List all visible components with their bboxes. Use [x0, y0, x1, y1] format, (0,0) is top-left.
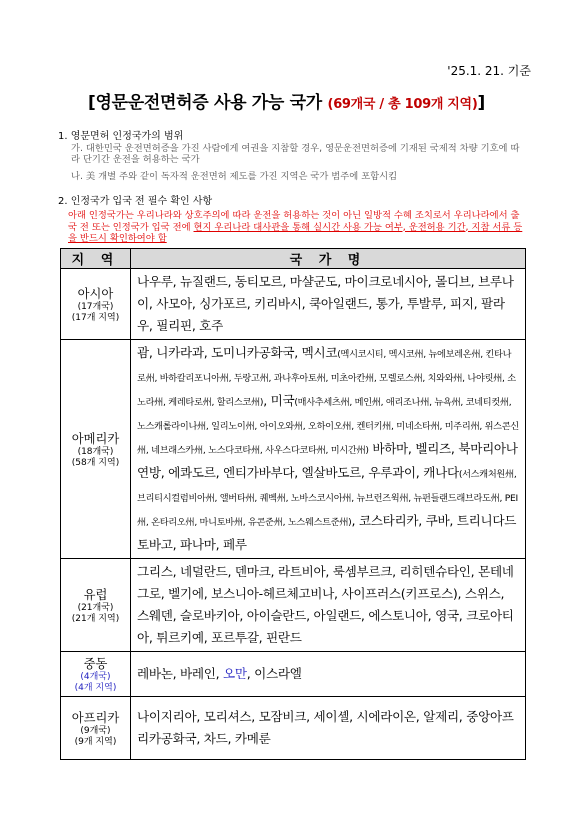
region-europe: 유럽 (21개국) (21개 지역)	[61, 559, 131, 652]
countries-middle-east: 레바논, 바레인, 오만, 이스라엘	[131, 652, 526, 697]
table-row	[61, 559, 526, 652]
region-americas: 아메리카 (18개국) (58개 지역)	[61, 340, 131, 559]
countries-americas: 괌, 니카라과, 도미니카공화국, 멕시코(멕시코시티, 멕시코州, 뉴에보레온州, 킨타나로州, 바하칼리포니아州, 두랑고州, 과나후아토州, 미초아칸州, 모렐로스州, 치와와州, 나야릿州, 소노라州, 케레타로州, 할리스코州), 미국(매사추세츠州, 메인州, 애리조나州, 뉴욕州, 코네티컷州, 노스캐롤라이나州, 일리노이州, 아이오와州, 오하이오州, 켄터키州, 미네소타州, 미주리州, 위스콘신州, 네브래스카州, 노스다코타州, 사우스다코타州, 미시간州) 바하마, 벨리즈, 북마리아나연방, 에콰도르, 엔티가바부다, 엘살바도르, 우루과이, 캐나다(서스캐처원州, 브리티시컬럼비아州, 앨버타州, 퀘벡州, 노바스코시아州, 뉴브런즈윅州, 뉴펀들랜드래브라도州, PEI州, 온타리오州, 마니토바州, 유콘준州, 노스웨스트준州), 코스타리카, 쿠바, 트리니다드토바고, 파나마, 페루	[131, 340, 526, 559]
region-africa: 아프리카 (9개국) (9개 지역)	[61, 697, 131, 760]
countries-africa: 나이지리아, 모리셔스, 모잠비크, 세이셸, 시에라이온, 알제리, 중앙아프리카공화국, 차드, 카메룬	[131, 697, 526, 760]
country-table	[60, 248, 526, 760]
table-row	[61, 269, 526, 340]
section1-heading: 1. 영문면허 인정국가의 범위	[58, 131, 184, 142]
countries-europe: 그리스, 네덜란드, 덴마크, 라트비아, 룩셈부르크, 리히텐슈타인, 몬테네그로, 벨기에, 보스니아-헤르체고비나, 사이프러스(키프로스), 스위스, 스웨덴, 슬로바키아, 아이슬란드, 아일랜드, 에스토니아, 영국, 크로아티아, 튀르키예, 포르투갈, 핀란드	[131, 559, 526, 652]
table-row	[61, 697, 526, 760]
table-row	[61, 340, 526, 559]
warning-text: 아래 인정국가는 우리나라와 상호주의에 따라 운전을 허용하는 것이 아닌 일방적 수혜 조치로서 우리나라에서 출국 전 또는 인정국가 입국 전에 현지 우리나라 대사관을 통해 실시간 사용 가능 여부, 운전허용 기간, 지참 서류 등을 반드시 확인하여야 함	[68, 210, 523, 244]
region-asia: 아시아 (17개국) (17개 지역)	[61, 269, 131, 340]
section2-heading: 2. 인정국가 입국 전 필수 확인 사항	[58, 196, 213, 207]
reference-date: '25.1. 21. 기준	[447, 64, 531, 78]
section1-item-a: 가. 대한민국 운전면허증을 가진 사람에게 여권을 지참할 경우, 영문운전면허증에 기재된 국제적 차량 기호에 따라 단기간 운전을 허용하는 국가	[71, 143, 520, 165]
region-middle-east: 중동 (4개국) (4개 지역)	[61, 652, 131, 697]
countries-asia: 나우루, 뉴질랜드, 동티모르, 마샬군도, 마이크로네시아, 몰디브, 브루나이, 사모아, 싱가포르, 키리바시, 쿡아일랜드, 통가, 투발루, 피지, 팔라우, 필리핀, 호주	[131, 269, 526, 340]
page-title: [영문운전면허증 사용 가능 국가 (69개국 / 총 109개 지역)]	[88, 93, 485, 113]
title-count: (69개국 / 총 109개 지역)	[327, 97, 478, 112]
table-row	[61, 652, 526, 697]
header-country: 국 가 명	[131, 249, 526, 269]
header-region: 지 역	[61, 249, 131, 269]
table-header	[61, 249, 526, 269]
section1-item-b: 나. 美 개별 주와 같이 독자적 운전면허 제도를 가진 지역은 국가 범주에 포함시킴	[71, 171, 398, 182]
